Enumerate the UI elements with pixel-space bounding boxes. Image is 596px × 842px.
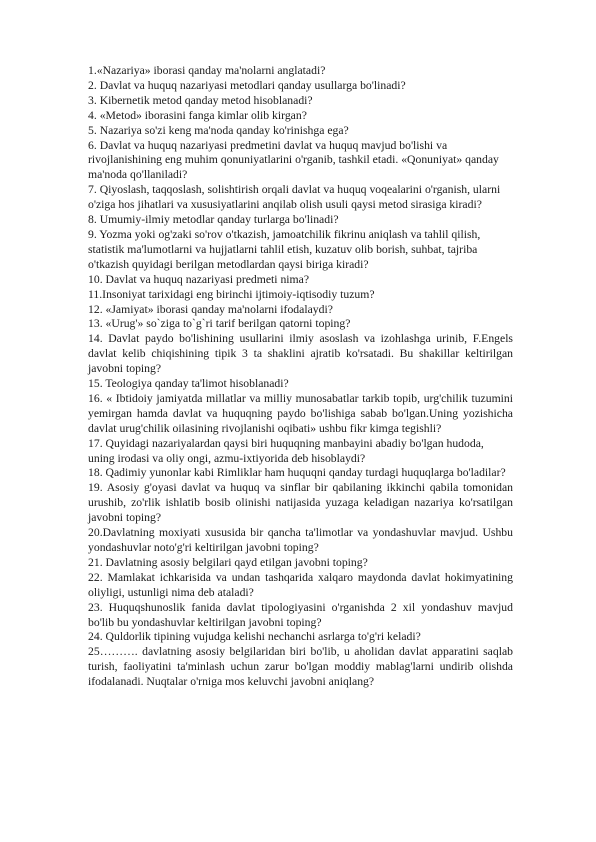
question-item: 21. Davlatning asosiy belgilari qayd etilgan javobni toping? (88, 555, 368, 569)
question-item: 3. Kibernetik metod qanday metod hisoblanadi? (88, 93, 313, 107)
question-list (88, 64, 513, 690)
question-item: 7. Qiyoslash, taqqoslash, solishtirish orqali davlat va huquq voqealarini o'rganish, ularni o'ziga hos jihatlari va xususiyatlarini anqilab olish usuli qaysi metod sirasiga kiradi? (88, 183, 501, 212)
question-item: 10. Davlat va huquq nazariyasi predmeti nima? (88, 272, 310, 286)
question-item: 4. «Metod» iborasini fanga kimlar olib kirgan? (88, 108, 307, 122)
question-item: 13. «Urug'» so`ziga to`g`ri tarif berilgan qatorni toping? (88, 317, 351, 331)
question-item: 25………. davlatning asosiy belgilaridan biri bo'lib, u aholidan davlat apparatini saqlab turish, faoliyatini ta'minlash uchun zarur bo'lgan moddiy mablag'larni undirib olishda ifodalanadi. Nuqtalar o'rniga mos keluvchi javobni aniqlang? (88, 645, 513, 689)
question-item: 11.Insoniyat tarixidagi eng birinchi ijtimoiy-iqtisodiy tuzum? (88, 287, 375, 301)
question-item: 15. Teologiya qanday ta'limot hisoblanadi? (88, 377, 289, 391)
question-item: 14. Davlat paydo bo'lishining usullarini ilmiy asoslash va izohlashga urinib, F.Engels davlat kelib chiqishining tipik 3 ta shaklini ajratib ko'rsatadi. Bu shakillar keltirilgan javobni toping? (88, 332, 513, 376)
question-item: 5. Nazariya so'zi keng ma'noda qanday ko'rinishga ega? (88, 123, 349, 137)
question-item: 1.«Nazariya» iborasi qanday ma'nolarni anglatadi? (88, 64, 326, 77)
question-item: 17. Quyidagi nazariyalardan qaysi biri huquqning manbayini abadiy bo'lgan hudoda, uning irodasi va oliy ongi, azmu-ixtiyorida deb hisoblaydi? (88, 436, 484, 465)
question-item: 2. Davlat va huquq nazariyasi metodlari qanday usullarga bo'linadi? (88, 78, 406, 92)
question-item: 23. Huquqshunoslik fanida davlat tipologiyasini o'rganishda 2 xil yondashuv mavjud bo'lib bu yondashuvlar keltirilgan javobni toping? (88, 600, 513, 629)
question-item: 9. Yozma yoki og'zaki so'rov o'tkazish, jamoatchilik fikrinu aniqlash va tahlil qilish, statistik ma'lumotlarni va hujjatlarni tahlil etish, kuzatuv olib borish, suhbat, tajriba o'tkazish quyidagi berilgan metodlardan qaysi biriga kiradi? (88, 227, 481, 271)
question-item: 24. Quldorlik tipining vujudga kelishi nechanchi asrlarga to'g'ri keladi? (88, 630, 421, 644)
question-item: 8. Umumiy-ilmiy metodlar qanday turlarga bo'linadi? (88, 213, 339, 227)
question-item: 18. Qadimiy yunonlar kabi Rimliklar ham huquqni qanday turdagi huquqlarga bo'ladilar? (88, 466, 506, 480)
question-item: 22. Mamlakat ichkarisida va undan tashqarida xalqaro maydonda davlat hokimyatining oliyligi, ustunligi nima deb ataladi? (88, 570, 513, 599)
document-page (88, 64, 513, 690)
question-item: 12. «Jamiyat» iborasi qanday ma'nolarni ifodalaydi? (88, 302, 333, 316)
question-item: 20.Davlatning moxiyati xususida bir qancha ta'limotlar va yondashuvlar mavjud. Ushbu yondashuvlar noto'g'ri keltirilgan javobni toping? (88, 526, 513, 554)
question-item: 19. Asosiy g'oyasi davlat va huquq va sinflar bir qabilaning ikkinchi qabila tomonidan urushib, zo'rlik ishlatib bosib olinishi natijasida yuzaga keladigan nazariya ko'rsatilgan javobni toping? (88, 481, 513, 525)
question-item: 16. « Ibtidoiy jamiyatda millatlar va milliy munosabatlar tarkib topib, urg'chilik tuzumini yemirgan hamda davlat va huquqning paydo bo'lishiga sabab bo'lgan.Uning yozishicha davlat urug'chilik oilasining rivojlanishi oqibati» ushbu fikr kimga tegishli? (88, 391, 513, 435)
question-item: 6. Davlat va huquq nazariyasi predmetini davlat va huquq mavjud bo'lishi va rivojlanishining eng muhim qonuniyatlarini o'rganib, tashkil etadi. «Qonuniyat» qanday ma'noda qo'llaniladi? (88, 138, 499, 182)
